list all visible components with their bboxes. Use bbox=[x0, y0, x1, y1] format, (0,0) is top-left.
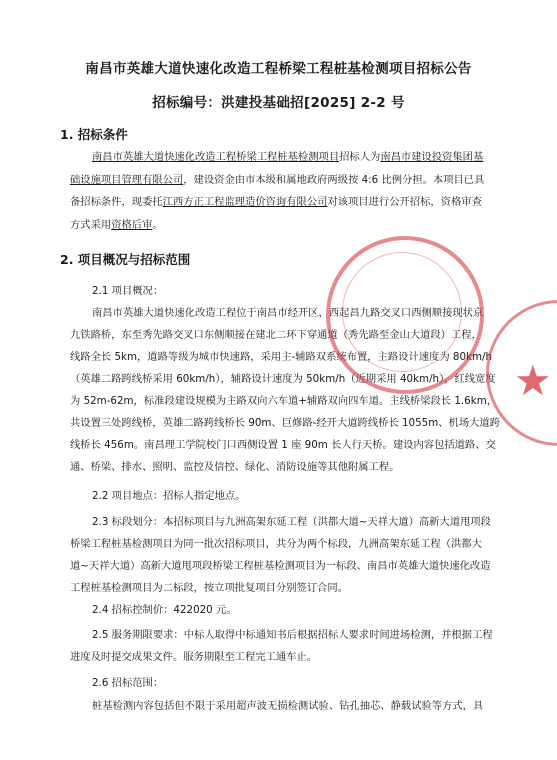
lot-division-line: 道~天祥大道）高新大道甩项段桥梁工程桩基检测项目为一标段、南昌市英雄大道快速化改造 bbox=[70, 560, 491, 572]
overview-line: 线桥长 456m。南昌理工学院校门口西侧设置 1 座 90m 长人行天桥。建设内容包括道路、交 bbox=[70, 439, 496, 451]
bid-conditions-line-4: 方式采用资格后审。 bbox=[70, 219, 163, 231]
overview-line: 九铁路桥，东至秀先路交叉口东侧顺接在建北二环下穿通道（秀先路至金山大道段）工程， bbox=[70, 329, 482, 341]
bid-scope-line: 桩基检测内容包括但不限于采用超声波无损检测试验、钻孔抽芯、静载试验等方式，具 bbox=[92, 700, 484, 712]
overview-line: 共设置三处跨线桥，英雄二路跨线桥长 90m、巨修路-经开大道跨线桥长 1055m、机场大道跨 bbox=[70, 417, 501, 429]
bid-conditions-line-3: 备招标条件，现委托江西方正工程监理造价咨询有限公司对该项目进行公开招标，资格审查 bbox=[70, 196, 482, 208]
bid-number: 招标编号：洪建投基础招[2025] 2-2 号 bbox=[152, 95, 405, 111]
document-title: 南昌市英雄大道快速化改造工程桥梁工程桩基检测项目招标公告 bbox=[85, 61, 472, 77]
lot-division-line: 2.3 标段划分：本招标项目与九洲高架东延工程（洪都大道~天祥大道）高新大道甩项段 bbox=[92, 516, 491, 528]
service-period-line: 2.5 服务期限要求：中标人取得中标通知书后根据招标人要求时间进场检测，并根据工程 bbox=[92, 629, 493, 641]
section-heading-bid-conditions: 1. 招标条件 bbox=[60, 127, 128, 142]
project-location: 2.2 项目地点：招标人指定地点。 bbox=[92, 490, 246, 502]
section-heading-project-overview: 2. 项目概况与招标范围 bbox=[60, 252, 191, 267]
bid-conditions-line-2: 础设施项目管理有限公司，建设资金由市本级和属地政府两级按 4:6 比例分担。本项目已具 bbox=[70, 174, 485, 186]
lot-division-line: 工程桩基检测项目为二标段，按立项批复项目分别签订合同。 bbox=[70, 582, 349, 594]
overview-line: 线路全长 5km，道路等级为城市快速路，采用主-辅路双系统布置，主路设计速度为 80km/h bbox=[70, 351, 492, 363]
service-period-line: 进度及时提交成果文件。服务期限至工程完工通车止。 bbox=[70, 651, 318, 663]
overview-line: 南昌市英雄大道快速化改造工程位于南昌市经开区，西起昌九路交叉口西侧顺接现状京 bbox=[92, 307, 484, 319]
seal-star-icon: ★ bbox=[514, 356, 552, 405]
overview-line: （英雄二路跨线桥采用 60km/h），辅路设计速度为 50km/h（近期采用 40km/h），红线宽度 bbox=[70, 373, 496, 385]
overview-line: 通、桥梁、排水、照明、监控及信控、绿化、消防设施等其他附属工程。 bbox=[70, 461, 400, 473]
lot-division-line: 桥梁工程桩基检测项目为同一批次招标项目，共分为两个标段，九洲高架东延工程（洪都大 bbox=[70, 538, 482, 550]
overview-line: 为 52m-62m，标准段建设规模为主路双向六车道+辅路双向四车道。主线桥梁段长 1.6km， bbox=[70, 395, 498, 407]
bid-scope-label: 2.6 招标范围： bbox=[92, 677, 164, 689]
overview-label: 2.1 项目概况： bbox=[92, 285, 164, 297]
bid-conditions-line-1: 南昌市英雄大道快速化改造工程桥梁工程桩基检测项目招标人为南昌市建设投资集团基 bbox=[92, 151, 484, 163]
bid-control-price: 2.4 招标控制价：422020 元。 bbox=[92, 604, 237, 616]
